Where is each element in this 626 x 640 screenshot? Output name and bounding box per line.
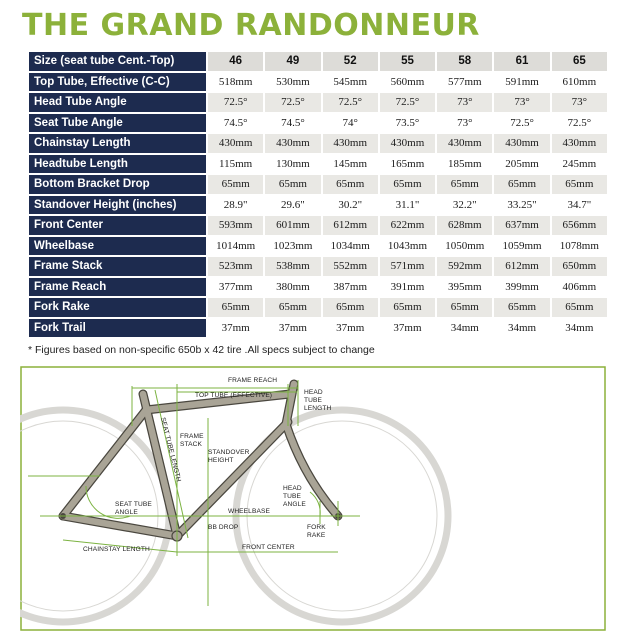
table-cell: 430mm: [437, 134, 492, 153]
table-cell: 1034mm: [323, 237, 378, 256]
table-cell: 65mm: [552, 175, 607, 194]
label-seat-tube-angle-1: SEAT TUBE: [115, 501, 152, 508]
table-cell: 530mm: [265, 73, 320, 92]
row-label: Frame Reach: [29, 278, 206, 297]
label-chainstay-length: CHAINSTAY LENGTH: [83, 546, 150, 553]
table-cell: 430mm: [494, 134, 549, 153]
size-header: 46: [208, 52, 263, 71]
table-cell: 591mm: [494, 73, 549, 92]
table-cell: 65mm: [380, 298, 435, 317]
table-cell: 545mm: [323, 73, 378, 92]
label-bb-drop: BB DROP: [208, 524, 239, 531]
table-cell: 65mm: [437, 298, 492, 317]
table-cell: 65mm: [208, 175, 263, 194]
table-cell: 65mm: [265, 175, 320, 194]
table-cell: 430mm: [323, 134, 378, 153]
row-label: Frame Stack: [29, 257, 206, 276]
table-row: [29, 319, 607, 338]
geometry-table: [27, 50, 609, 339]
table-row: [29, 114, 607, 133]
table-header-row: [29, 52, 607, 71]
row-label: Top Tube, Effective (C-C): [29, 73, 206, 92]
table-cell: 37mm: [323, 319, 378, 338]
row-label: Standover Height (inches): [29, 196, 206, 215]
table-cell: 72.5°: [380, 93, 435, 112]
table-cell: 37mm: [265, 319, 320, 338]
footnote: * Figures based on non-specific 650b x 42 tire .All specs subject to change: [28, 344, 375, 356]
table-row: [29, 175, 607, 194]
table-cell: 72.5°: [552, 114, 607, 133]
table-cell: 30.2": [323, 196, 378, 215]
table-row: [29, 73, 607, 92]
table-header-label: Size (seat tube Cent.-Top): [29, 52, 206, 71]
label-front-center: FRONT CENTER: [242, 544, 295, 551]
table-cell: 538mm: [265, 257, 320, 276]
label-head-tube-angle-3: ANGLE: [283, 501, 306, 508]
size-header: 52: [323, 52, 378, 71]
table-cell: 65mm: [265, 298, 320, 317]
table-cell: 73°: [437, 93, 492, 112]
label-head-tube-length-3: LENGTH: [304, 405, 332, 412]
table-cell: 592mm: [437, 257, 492, 276]
table-cell: 65mm: [494, 175, 549, 194]
label-top-tube: TOP TUBE (EFFECTIVE): [195, 392, 273, 399]
table-row: [29, 237, 607, 256]
table-cell: 145mm: [323, 155, 378, 174]
table-cell: 593mm: [208, 216, 263, 235]
table-cell: 650mm: [552, 257, 607, 276]
table-cell: 430mm: [208, 134, 263, 153]
table-cell: 391mm: [380, 278, 435, 297]
table-cell: 65mm: [552, 298, 607, 317]
table-cell: 165mm: [380, 155, 435, 174]
table-cell: 1043mm: [380, 237, 435, 256]
table-cell: 72.5°: [208, 93, 263, 112]
size-header: 58: [437, 52, 492, 71]
label-head-tube-angle-1: HEAD: [283, 485, 302, 492]
table-cell: 115mm: [208, 155, 263, 174]
table-body: [29, 73, 607, 338]
table-cell: 380mm: [265, 278, 320, 297]
label-standover-2: HEIGHT: [208, 457, 234, 464]
table-cell: 33.25": [494, 196, 549, 215]
table-cell: 73°: [437, 114, 492, 133]
table-cell: 31.1": [380, 196, 435, 215]
table-cell: 74.5°: [208, 114, 263, 133]
table-cell: 34mm: [552, 319, 607, 338]
label-frame-reach: FRAME REACH: [228, 377, 278, 384]
table-cell: 560mm: [380, 73, 435, 92]
table-cell: 377mm: [208, 278, 263, 297]
row-label: Head Tube Angle: [29, 93, 206, 112]
table-cell: 1014mm: [208, 237, 263, 256]
label-standover-1: STANDOVER: [208, 449, 250, 456]
label-frame-stack-2: STACK: [180, 441, 202, 448]
label-wheelbase: WHEELBASE: [228, 508, 270, 515]
table-cell: 74.5°: [265, 114, 320, 133]
table-cell: 37mm: [380, 319, 435, 338]
row-label: Fork Rake: [29, 298, 206, 317]
table-cell: 73°: [552, 93, 607, 112]
size-header: 61: [494, 52, 549, 71]
table-row: [29, 93, 607, 112]
table-cell: 656mm: [552, 216, 607, 235]
table-cell: 571mm: [380, 257, 435, 276]
table-cell: 523mm: [208, 257, 263, 276]
table-cell: 130mm: [265, 155, 320, 174]
label-fork-rake-1: FORK: [307, 524, 326, 531]
label-seat-tube-length: SEAT TUBE LENGTH: [159, 416, 182, 483]
table-cell: 1059mm: [494, 237, 549, 256]
size-header: 55: [380, 52, 435, 71]
table-cell: 430mm: [380, 134, 435, 153]
table-cell: 1078mm: [552, 237, 607, 256]
table-cell: 73°: [494, 93, 549, 112]
page-title: THE GRAND RANDONNEUR: [22, 8, 480, 43]
table-cell: 72.5°: [323, 93, 378, 112]
table-row: [29, 134, 607, 153]
table-row: [29, 155, 607, 174]
table-cell: 1023mm: [265, 237, 320, 256]
table-cell: 610mm: [552, 73, 607, 92]
row-label: Seat Tube Angle: [29, 114, 206, 133]
row-label: Fork Trail: [29, 319, 206, 338]
table-row: [29, 216, 607, 235]
table-cell: 395mm: [437, 278, 492, 297]
table-cell: 29.6": [265, 196, 320, 215]
table-cell: 74°: [323, 114, 378, 133]
row-label: Bottom Bracket Drop: [29, 175, 206, 194]
table-cell: 34mm: [437, 319, 492, 338]
table-cell: 612mm: [494, 257, 549, 276]
table-row: [29, 298, 607, 317]
row-label: Wheelbase: [29, 237, 206, 256]
table-cell: 622mm: [380, 216, 435, 235]
bike-frame: [60, 384, 341, 541]
table-cell: 601mm: [265, 216, 320, 235]
table-cell: 612mm: [323, 216, 378, 235]
bike-geometry-diagram: [20, 366, 606, 632]
table-cell: 205mm: [494, 155, 549, 174]
table-cell: 34mm: [494, 319, 549, 338]
table-cell: 65mm: [323, 298, 378, 317]
table-cell: 65mm: [437, 175, 492, 194]
label-head-tube-length-1: HEAD: [304, 389, 323, 396]
label-frame-stack-1: FRAME: [180, 433, 204, 440]
table-cell: 65mm: [208, 298, 263, 317]
table-cell: 32.2": [437, 196, 492, 215]
table-cell: 430mm: [265, 134, 320, 153]
table-cell: 637mm: [494, 216, 549, 235]
table-cell: 245mm: [552, 155, 607, 174]
row-label: Headtube Length: [29, 155, 206, 174]
table-cell: 34.7": [552, 196, 607, 215]
table-row: [29, 257, 607, 276]
table-cell: 1050mm: [437, 237, 492, 256]
label-head-tube-angle-2: TUBE: [283, 493, 301, 500]
table-cell: 577mm: [437, 73, 492, 92]
table-row: [29, 278, 607, 297]
table-row: [29, 196, 607, 215]
table-cell: 406mm: [552, 278, 607, 297]
size-header: 65: [552, 52, 607, 71]
label-head-tube-length-2: TUBE: [304, 397, 322, 404]
table-cell: 628mm: [437, 216, 492, 235]
table-cell: 72.5°: [494, 114, 549, 133]
row-label: Chainstay Length: [29, 134, 206, 153]
table-cell: 185mm: [437, 155, 492, 174]
table-cell: 65mm: [494, 298, 549, 317]
table-cell: 518mm: [208, 73, 263, 92]
table-cell: 552mm: [323, 257, 378, 276]
label-seat-tube-angle-2: ANGLE: [115, 509, 138, 516]
table-cell: 65mm: [323, 175, 378, 194]
table-cell: 37mm: [208, 319, 263, 338]
row-label: Front Center: [29, 216, 206, 235]
table-cell: 72.5°: [265, 93, 320, 112]
table-cell: 399mm: [494, 278, 549, 297]
table-cell: 430mm: [552, 134, 607, 153]
label-fork-rake-2: RAKE: [307, 532, 326, 539]
size-header: 49: [265, 52, 320, 71]
table-cell: 387mm: [323, 278, 378, 297]
table-cell: 28.9": [208, 196, 263, 215]
table-cell: 73.5°: [380, 114, 435, 133]
table-cell: 65mm: [380, 175, 435, 194]
